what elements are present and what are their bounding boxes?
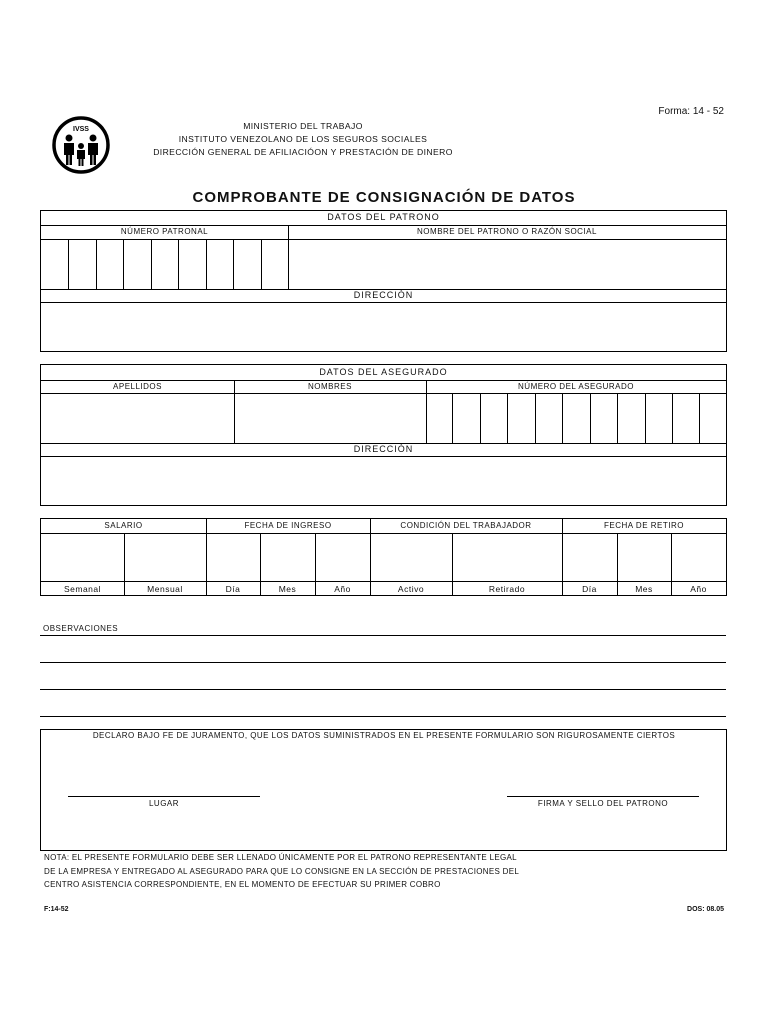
nota-line: NOTA: EL PRESENTE FORMULARIO DEBE SER LLENADO ÚNICAMENTE POR EL PATRONO REPRESENTANTE LEGAL bbox=[44, 853, 517, 862]
patrono-section bbox=[40, 210, 727, 352]
observaciones-line[interactable] bbox=[40, 689, 726, 690]
patrono-direccion-label: DIRECCIÓN bbox=[353, 290, 414, 300]
fecha-ingreso-label: FECHA DE INGRESO bbox=[244, 521, 332, 530]
declaracion-text: DECLARO BAJO FE DE JURAMENTO, QUE LOS DATOS SUMINISTRADOS EN EL PRESENTE FORMULARIO SON RIGUROSAMENTE CIERTOS bbox=[92, 731, 676, 740]
declaracion-box bbox=[40, 729, 727, 851]
nombres-label: NOMBRES bbox=[308, 382, 352, 391]
lugar-line[interactable] bbox=[68, 796, 260, 797]
ivss-logo bbox=[52, 116, 110, 174]
nombre-patrono-label: NOMBRE DEL PATRONO O RAZÓN SOCIAL bbox=[417, 227, 597, 236]
ano-retiro-label: Año bbox=[690, 584, 707, 594]
document-title: COMPROBANTE DE CONSIGNACIÓN DE DATOS bbox=[192, 189, 576, 206]
mes-retiro-label: Mes bbox=[635, 584, 653, 594]
numero-patronal-label: NÚMERO PATRONAL bbox=[120, 227, 209, 236]
ministry-line: MINISTERIO DEL TRABAJO bbox=[243, 121, 363, 131]
logo-text: IVSS bbox=[73, 126, 89, 133]
apellidos-label: APELLIDOS bbox=[113, 382, 162, 391]
footer-form-code: F:14-52 bbox=[44, 906, 69, 913]
observaciones-label: OBSERVACIONES bbox=[43, 624, 119, 633]
asegurado-section-title: DATOS DEL ASEGURADO bbox=[319, 367, 448, 377]
mensual-label: Mensual bbox=[147, 584, 183, 594]
footer-version: DOS: 08.05 bbox=[687, 906, 724, 913]
mes-ingreso-label: Mes bbox=[278, 584, 297, 594]
nota-line: CENTRO ASISTENCIA CORRESPONDIENTE, EN EL MOMENTO DE EFECTUAR SU PRIMER COBRO bbox=[44, 880, 441, 889]
form-number: Forma: 14 - 52 bbox=[658, 106, 724, 117]
firma-label: FIRMA Y SELLO DEL PATRONO bbox=[537, 799, 669, 808]
laboral-section bbox=[40, 518, 727, 596]
semanal-label: Semanal bbox=[63, 584, 102, 594]
institution-header bbox=[120, 120, 486, 159]
nota-line: DE LA EMPRESA Y ENTREGADO AL ASEGURADO PARA QUE LO CONSIGNE EN LA SECCIÓN DE PRESTACIONES DEL bbox=[44, 866, 520, 876]
activo-label: Activo bbox=[397, 584, 425, 594]
retirado-label: Retirado bbox=[488, 584, 526, 594]
nota-text bbox=[44, 851, 519, 892]
observaciones-line[interactable] bbox=[40, 662, 726, 663]
observaciones-line[interactable] bbox=[40, 716, 726, 717]
ano-ingreso-label: Año bbox=[334, 584, 351, 594]
patrono-section-title: DATOS DEL PATRONO bbox=[327, 212, 440, 222]
firma-line[interactable] bbox=[507, 796, 699, 797]
institute-line: INSTITUTO VENEZOLANO DE LOS SEGUROS SOCIALES bbox=[178, 134, 428, 144]
lugar-label: LUGAR bbox=[148, 799, 180, 808]
numero-asegurado-label: NÚMERO DEL ASEGURADO bbox=[518, 382, 634, 391]
asegurado-direccion-label: DIRECCIÓN bbox=[353, 444, 414, 454]
fecha-retiro-label: FECHA DE RETIRO bbox=[604, 521, 684, 530]
condicion-label: CONDICIÓN DEL TRABAJADOR bbox=[400, 521, 532, 530]
asegurado-section bbox=[40, 364, 727, 506]
direction-line: DIRECCIÓN GENERAL DE AFILIACIÓON Y PRESTACIÓN DE DINERO bbox=[153, 147, 453, 157]
salario-label: SALARIO bbox=[104, 521, 143, 530]
dia-retiro-label: Día bbox=[582, 584, 597, 594]
observaciones-line[interactable] bbox=[40, 635, 726, 636]
dia-ingreso-label: Día bbox=[225, 584, 241, 594]
